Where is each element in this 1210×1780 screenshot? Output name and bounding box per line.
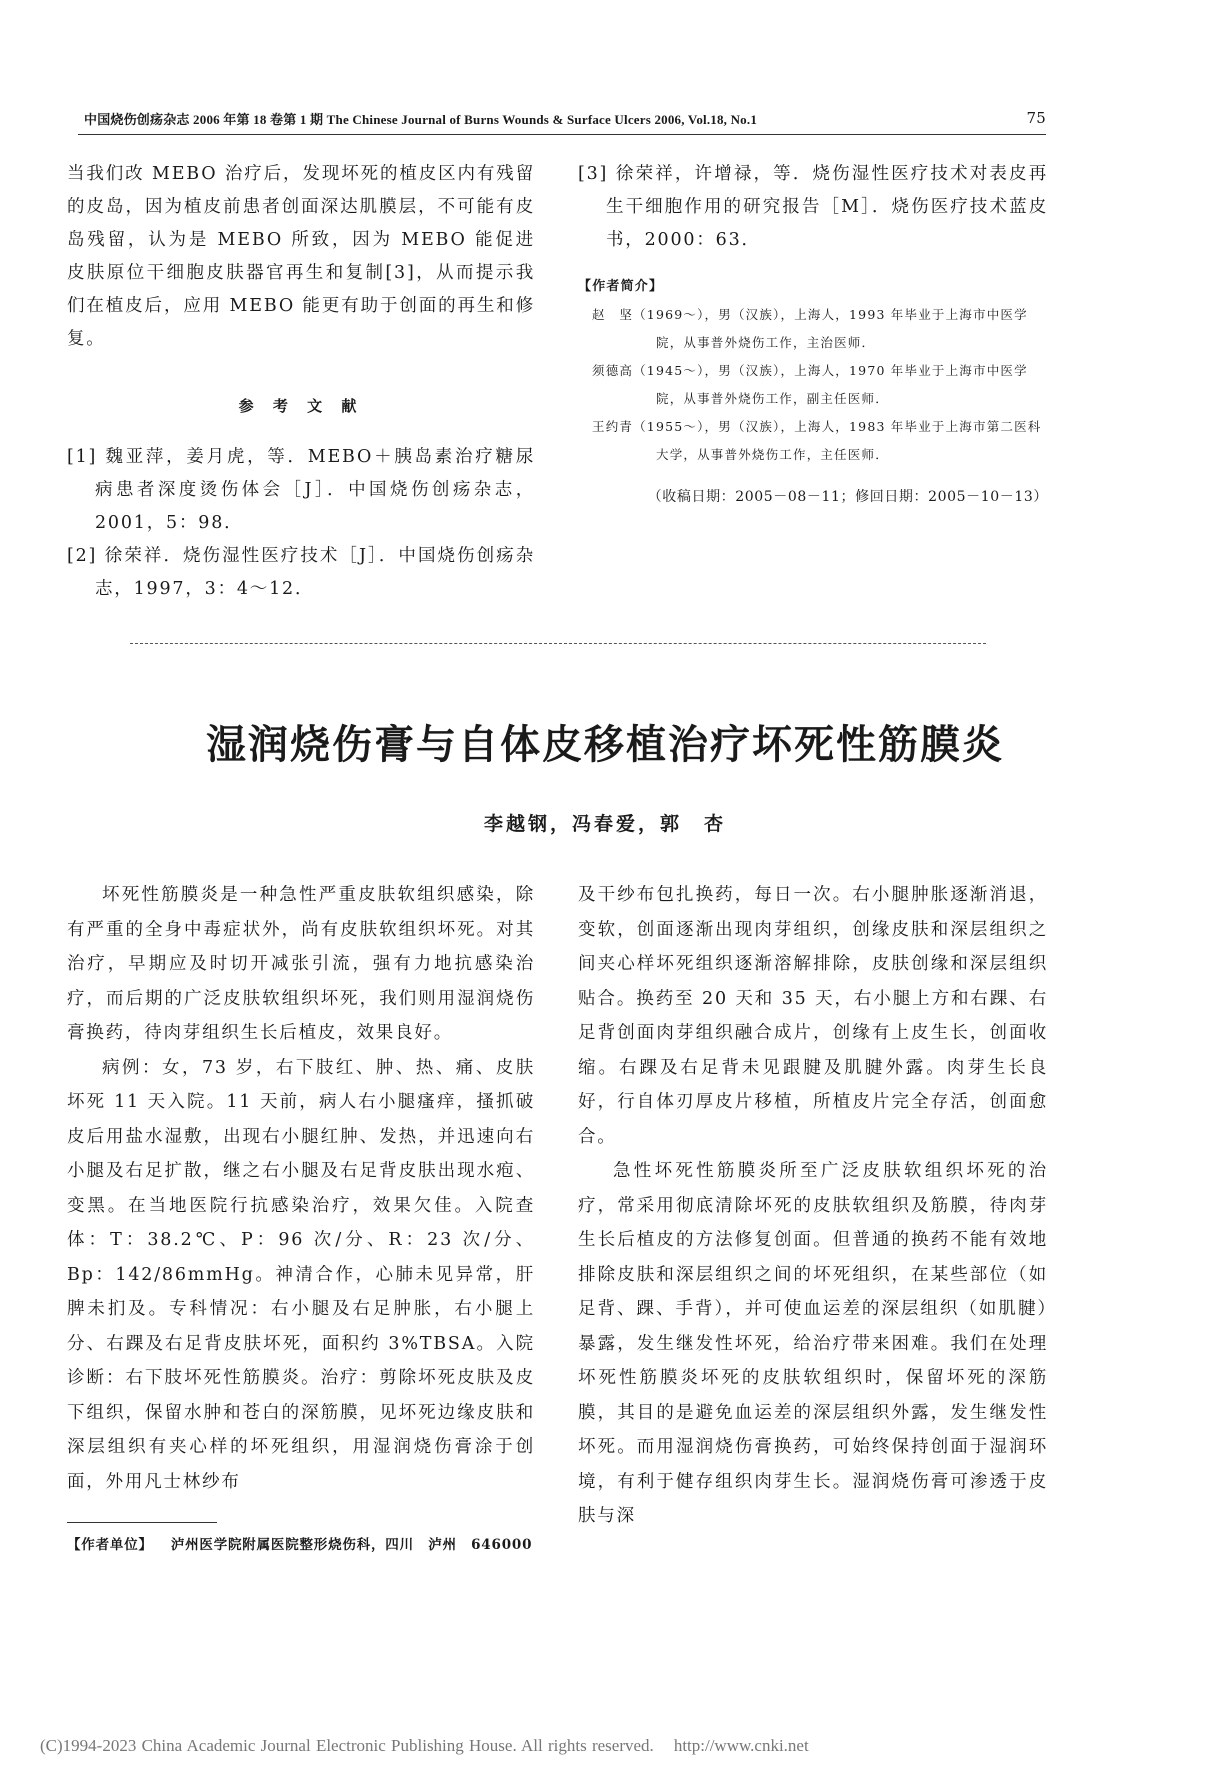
running-header (78, 100, 1046, 135)
body-paragraph: 病例：女，73 岁，右下肢红、肿、热、痛、皮肤坏死 11 天入院。11 天前，病人右小腿瘙痒，搔抓破皮后用盐水湿敷，出现右小腿红肿、发热，并迅速向右小腿及右足扩散，继之右小腿及右足背皮肤出现水疱、变黑。在当地医院行抗感染治疗，效果欠佳。入院查体：T：38.2℃、P：96 次/分、R：23 次/分、Bp：142/86mmHg。神清合作，心肺未见异常，肝脾未扪及。专科情况：右小腿及右足肿胀，右小腿上分、右踝及右足背皮肤坏死，面积约 3%TBSA。入院诊断：右下肢坏死性筋膜炎。治疗：剪除坏死皮肤及皮下组织，保留水肿和苍白的深筋膜，见坏死边缘皮肤和深层组织有夹心样的坏死组织，用湿润烧伤膏涂于创面，外用凡士林纱布 (67, 1057, 535, 1492)
footnote-text: 泸州医学院附属医院整形烧伤科，四川 泸州 646000 (170, 1537, 533, 1553)
reference-item: [2] 徐荣祥．烧伤湿性医疗技术［J］．中国烧伤创疡杂志，1997，3：4～12． (67, 546, 535, 599)
copyright-footer (40, 1736, 809, 1756)
author-bio-item: 须德高（1945～），男（汉族），上海人，1970 年毕业于上海市中医学院，从事普外烧伤工作，副主任医师． (592, 363, 1028, 406)
copyright-text: (C)1994-2023 China Academic Journal Electronic Publishing House. All rights reserved. (40, 1736, 654, 1755)
reference-item: [3] 徐荣祥，许增禄，等．烧伤湿性医疗技术对表皮再生干细胞作用的研究报告［M］．烧伤医疗技术蓝皮书，2000：63． (578, 164, 1048, 250)
prev-article-right-column (578, 158, 1048, 514)
footnote-label: 【作者单位】 (67, 1537, 153, 1553)
prev-article-left-column (67, 158, 535, 606)
article-authors: 李越钢，冯春爱，郭 杏 (483, 813, 726, 835)
article-right-column (578, 878, 1048, 1534)
author-affiliation (67, 1533, 532, 1553)
article-divider (130, 643, 986, 644)
received-date: （收稿日期：2005－08－11；修回日期：2005－10－13） (647, 489, 1048, 505)
article-left-column (67, 878, 535, 1499)
cnki-link[interactable]: http://www.cnki.net (673, 1736, 809, 1755)
author-bio-title: 【作者简介】 (578, 279, 664, 294)
reference-item: [1] 魏亚萍，姜月虎，等．MEBO＋胰岛素治疗糖尿病患者深度烫伤体会［J］．中国烧伤创疡杂志，2001，5：98． (67, 447, 535, 533)
footnote-rule (67, 1522, 217, 1523)
references-title: 参 考 文 献 (238, 397, 364, 415)
body-paragraph: 及干纱布包扎换药，每日一次。右小腿肿胀逐渐消退，变软，创面逐渐出现肉芽组织，创缘皮肤和深层组织之间夹心样坏死组织逐渐溶解排除，皮肤创缘和深层组织贴合。换药至 20 天和 35 天，右小腿上方和右踝、右足背创面肉芽组织融合成片，创缘有上皮生长，创面收缩。右踝及右足背未见跟腱及肌腱外露。肉芽生长良好，行自体刃厚皮片移植，所植皮片完全存活，创面愈合。 (578, 885, 1048, 1147)
body-paragraph: 急性坏死性筋膜炎所至广泛皮肤软组织坏死的治疗，常采用彻底清除坏死的皮肤软组织及筋膜，待肉芽生长后植皮的方法修复创面。但普通的换药不能有效地排除皮肤和深层组织之间的坏死组织，在某些部位（如足背、踝、手背），并可使血运差的深层组织（如肌腱）暴露，发生继发性坏死，给治疗带来困难。我们在处理坏死性筋膜炎坏死的皮肤软组织时，保留坏死的深筋膜，其目的是避免血运差的深层组织外露，发生继发性坏死。而用湿润烧伤膏换药，可始终保持创面于湿润环境，有利于健存组织肉芽生长。湿润烧伤膏可渗透于皮肤与深 (578, 1161, 1048, 1526)
article-title: 湿润烧伤膏与自体皮移植治疗坏死性筋膜炎 (206, 722, 1004, 768)
body-paragraph: 坏死性筋膜炎是一种急性严重皮肤软组织感染，除有严重的全身中毒症状外，尚有皮肤软组织坏死。对其治疗，早期应及时切开减张引流，强有力地抗感染治疗，而后期的广泛皮肤软组织坏死，我们则用湿润烧伤膏换药，待肉芽组织生长后植皮，效果良好。 (67, 885, 535, 1043)
author-bio-item: 赵 坚（1969～），男（汉族），上海人，1993 年毕业于上海市中医学院，从事普外烧伤工作，主治医师． (592, 307, 1028, 350)
page-number: 75 (1026, 109, 1046, 127)
author-bio-item: 王约青（1955～），男（汉族），上海人，1983 年毕业于上海市第二医科大学，从事普外烧伤工作，主任医师． (592, 419, 1042, 462)
author-bio-section (578, 273, 1048, 469)
journal-citation: 中国烧伤创疡杂志 2006 年第 18 卷第 1 期 The Chinese Journal of Burns Wounds & Surface Ulcers 2006, Vol.18, No.1 (84, 112, 758, 127)
prev-article-body-end: 当我们改 MEBO 治疗后，发现坏死的植皮区内有残留的皮岛，因为植皮前患者创面深达肌膜层，不可能有皮岛残留，认为是 MEBO 所致，因为 MEBO 能促进皮肤原位干细胞皮肤器官再生和复制[3]，从而提示我们在植皮后，应用 MEBO 能更有助于创面的再生和修复。 (67, 164, 535, 349)
